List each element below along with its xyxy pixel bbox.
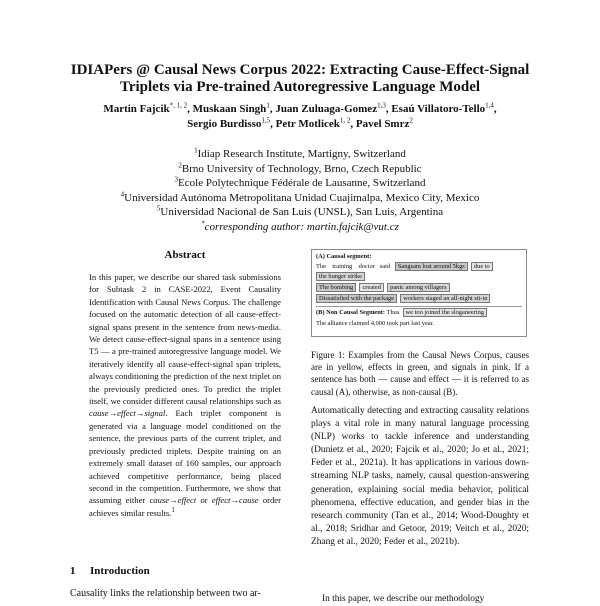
figure-row: The training doctor said Sangsam lost around 5kgs due to [316, 262, 522, 273]
intro-text: Causality links the relationship between two ar- [70, 588, 261, 599]
affiliation: $^2$Brno University of Technology, Brno, Czech Republic [178, 160, 422, 175]
author-list: Martin Fajcik$^{*, 1, 2}$, Muskaan Singh$^1$, Juan Zuluaga-Gomez$^{1,3}$, Esaú Villatoro-Tello$^{1,4}$, Sergio Burdisso$^{1,5}$, Petr Motlicek$^{1, 2}$, Pavel Smrz$^2$ [103, 101, 497, 130]
signal-span: due to [471, 262, 493, 271]
affiliations [60, 147, 540, 234]
title-line-2: Triplets via Pre-trained Autoregressive Language Model [119, 79, 481, 95]
paper-title [40, 62, 560, 96]
author: Pavel Smrz$^2$ [355, 116, 413, 130]
body-paragraph: Automatically detecting and extracting causality relations plays a vital role in many natural language processing (NLP) works to tackle inference and understanding (Dunietz et al., 2020; Fajcik et al., 2020; Jo et al., 2021; Feder et al., 2021a). It has applications in various down-streaming NLP tasks, namely, causal question-answering generation, explaining social media behavior, political phenomena, effective education, and gender bias in the research community (Tan et al., 2014; Wood-Doughty et al., 2018; Sridhar and Getoor, 2019; Veitch et al., 2020; Zhang et al., 2020; Feder et al., 2021b). [311, 406, 529, 547]
cause-span: Dissatisfied with the package [316, 294, 397, 303]
footnote-mark: 1 [171, 505, 175, 514]
affiliation: $^3$Ecole Polytechnique Fédérale de Lausanne, Switzerland [174, 175, 426, 189]
author: Juan Zuluaga-Gomez$^{1,3}$ [275, 101, 386, 115]
abstract-body: In this paper, we describe our shared task submissions for Subtask 2 in CASE-2022, Event Causality Identification with Causal News Corpus. The challenge focused on the automatic detection of all cause-effect-signal spans present in the sentence from news-media. We detect cause-effect-signal spans in a sentence using T5 — a pre-trained autoregressive language model. We iteratively identify all cause-effect-signal span triplets, always conditioning the prediction of the next triplet on the previously predicted ones. To predict the triplet itself, we consider different causal relationships such as cause→effect→signal. Each triplet component is generated via a language model conditioned on the sentence, the previous parts of the current triplet, and previously predicted triplets. Despite training on an extremely small dataset of 160 samples, our approach achieved competitive performance, being placed second in the competition. Furthermore, we show that assuming either cause→effect or effect→cause order achieves similar results.$^1$ [89, 272, 281, 518]
figure-1 [311, 249, 527, 337]
figure-label-causal: (A) Causal segment: [316, 253, 372, 260]
highlight-span: we too joined the sloganeering [403, 308, 487, 317]
author: Muskaan Singh$^1$ [192, 101, 270, 115]
cause-span: Sangsam lost around 5kgs [395, 262, 468, 271]
body-paragraph: In this paper, we describe our methodology [322, 594, 485, 604]
title-line-1: IDIAPers @ Causal News Corpus 2022: Extracting Cause-Effect-Signal [70, 62, 530, 78]
signal-span: created [359, 283, 383, 292]
figure-caption: Figure 1: Examples from the Causal News Corpus, causes are in yellow, effects in green, and signals in pink. If a sentence has both — cause and effect — it is referred to as causal (A), otherwise, as non-causal (B). [311, 350, 529, 397]
affiliation: $^1$Idiap Research Institute, Martigny, Switzerland [194, 146, 406, 160]
affiliation: $^4$Universidad Autónoma Metropolitana Unidad Cuajimalpa, Mexico City, Mexico [120, 189, 480, 204]
section-heading-introduction: 1 Introduction [70, 565, 150, 577]
figure-row: (B) Non Causal Segment: Thus we too joined the sloganeering [316, 308, 522, 319]
figure-row [316, 294, 522, 305]
figure-row: The alliance claimed 4,000 took part last year. [316, 319, 435, 327]
author: Esaú Villatoro-Tello$^{1,4}$ [391, 101, 494, 115]
abstract-heading: Abstract [164, 249, 206, 261]
affiliation: $^5$Universidad Nacional de San Luis (UNSL), San Luis, Argentina [156, 204, 444, 218]
figure-divider [316, 306, 522, 307]
author: Sergio Burdisso$^{1,5}$ [187, 116, 271, 130]
cause-span: The bombing [316, 283, 356, 292]
figure-label-noncausal: (B) Non Causal Segment: [316, 308, 386, 316]
author: Petr Motlicek$^{1, 2}$ [275, 116, 351, 130]
corresponding-author: *corresponding author: martin.fajcik@vut.cz [201, 218, 399, 233]
figure-row [316, 283, 522, 294]
effect-span: workers staged an all-night sit-in [400, 294, 490, 303]
author: Martin Fajcik$^{*, 1, 2}$ [103, 101, 188, 115]
effect-span: panic among villagers [387, 283, 449, 292]
figure-row [316, 272, 522, 283]
effect-span: the hunger strike [316, 272, 365, 281]
